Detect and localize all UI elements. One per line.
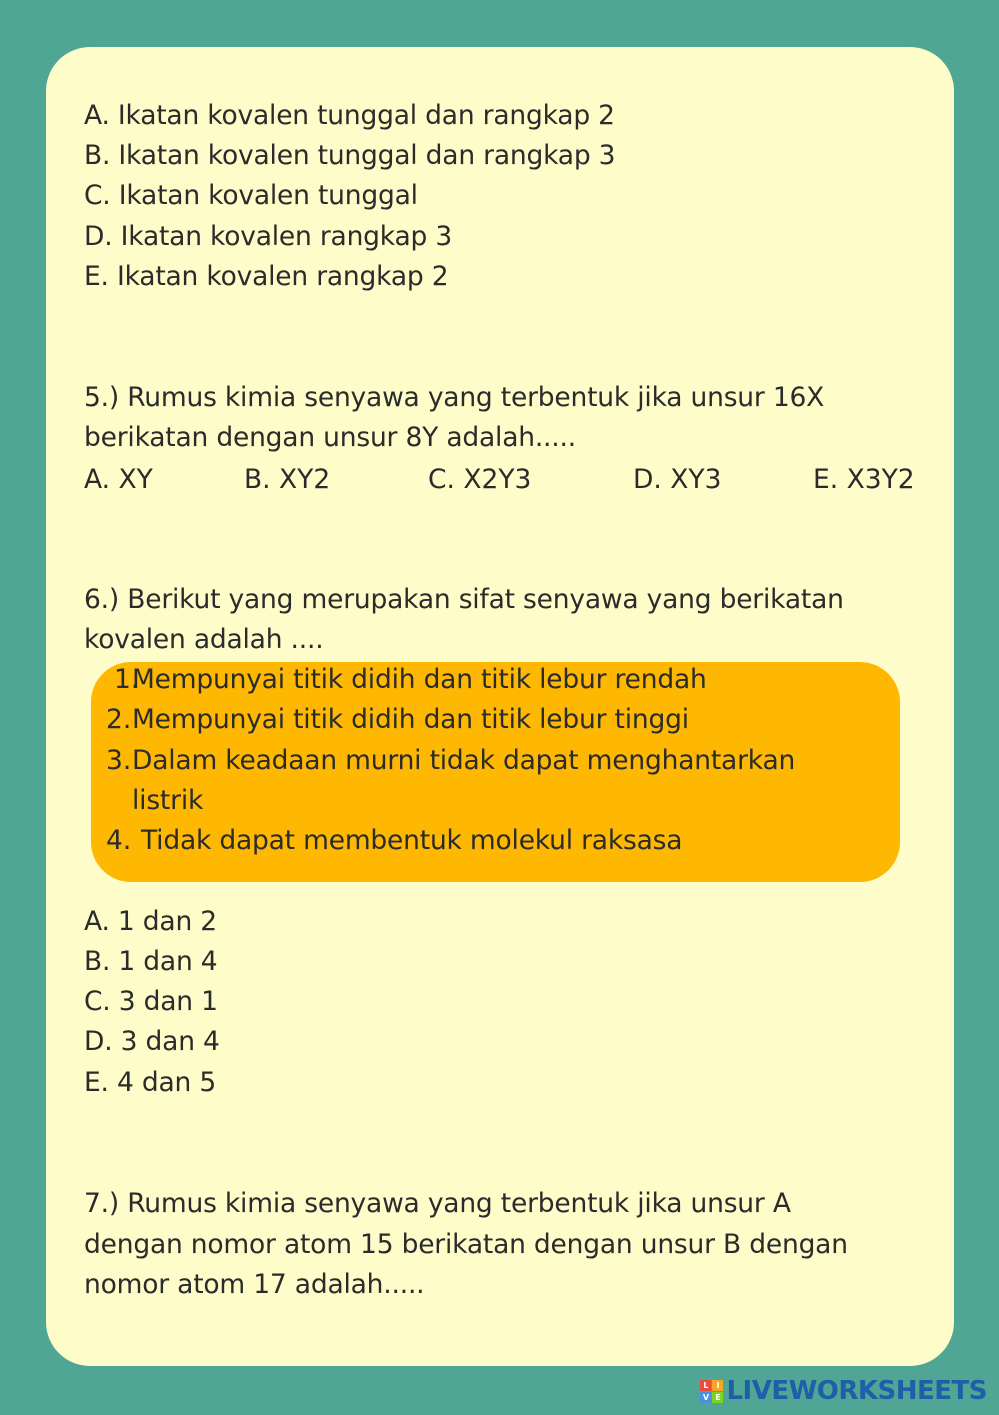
statement-4: Tidak dapat membentuk molekul raksasa bbox=[141, 825, 683, 856]
statement-number-3: 3. bbox=[106, 745, 132, 776]
q6-option-d: D. 3 dan 4 bbox=[84, 1026, 220, 1057]
q5-option-e: E. X3Y2 bbox=[813, 464, 915, 495]
q5-option-c: C. X2Y3 bbox=[428, 464, 532, 495]
statement-3-line2: listrik bbox=[132, 785, 204, 816]
statement-number-2: 2. bbox=[106, 704, 132, 735]
statement-2: Mempunyai titik didih dan titik lebur tinggi bbox=[132, 704, 689, 735]
q5-question-line1: 5.) Rumus kimia senyawa yang terbentuk jika unsur 16X bbox=[84, 382, 825, 413]
liveworksheets-wordmark: LIVEWORKSHEETS bbox=[726, 1376, 987, 1406]
q5-question-line2: berikatan dengan unsur 8Y adalah..... bbox=[84, 422, 576, 453]
q7-question-line3: nomor atom 17 adalah..... bbox=[84, 1269, 425, 1300]
liveworksheets-logo-icon: L I V E bbox=[700, 1380, 723, 1403]
q4-option-c: C. Ikatan kovalen tunggal bbox=[84, 180, 418, 211]
q4-option-a: A. Ikatan kovalen tunggal dan rangkap 2 bbox=[84, 100, 615, 131]
statement-1: Mempunyai titik didih dan titik lebur rendah bbox=[132, 664, 707, 695]
q4-option-e: E. Ikatan kovalen rangkap 2 bbox=[84, 261, 449, 292]
statement-3-line1: Dalam keadaan murni tidak dapat menghantarkan bbox=[132, 745, 796, 776]
q6-option-e: E. 4 dan 5 bbox=[84, 1067, 217, 1098]
q6-option-c: C. 3 dan 1 bbox=[84, 986, 218, 1017]
q4-option-d: D. Ikatan kovalen rangkap 3 bbox=[84, 221, 453, 252]
q6-option-a: A. 1 dan 2 bbox=[84, 906, 217, 937]
statement-number-4: 4. bbox=[106, 825, 132, 856]
q5-option-d: D. XY3 bbox=[633, 464, 722, 495]
q7-question-line1: 7.) Rumus kimia senyawa yang terbentuk jika unsur A bbox=[84, 1188, 791, 1219]
q6-option-b: B. 1 dan 4 bbox=[84, 946, 218, 977]
q6-question-line1: 6.) Berikut yang merupakan sifat senyawa yang berikatan bbox=[84, 584, 844, 615]
q4-option-b: B. Ikatan kovalen tunggal dan rangkap 3 bbox=[84, 140, 616, 171]
q5-option-a: A. XY bbox=[84, 464, 153, 495]
statement-number-1: 1. bbox=[114, 664, 140, 695]
q5-option-b: B. XY2 bbox=[244, 464, 331, 495]
liveworksheets-brand[interactable] bbox=[700, 1374, 987, 1408]
q6-question-line2: kovalen adalah .... bbox=[84, 624, 324, 655]
q7-question-line2: dengan nomor atom 15 berikatan dengan unsur B dengan bbox=[84, 1229, 848, 1260]
